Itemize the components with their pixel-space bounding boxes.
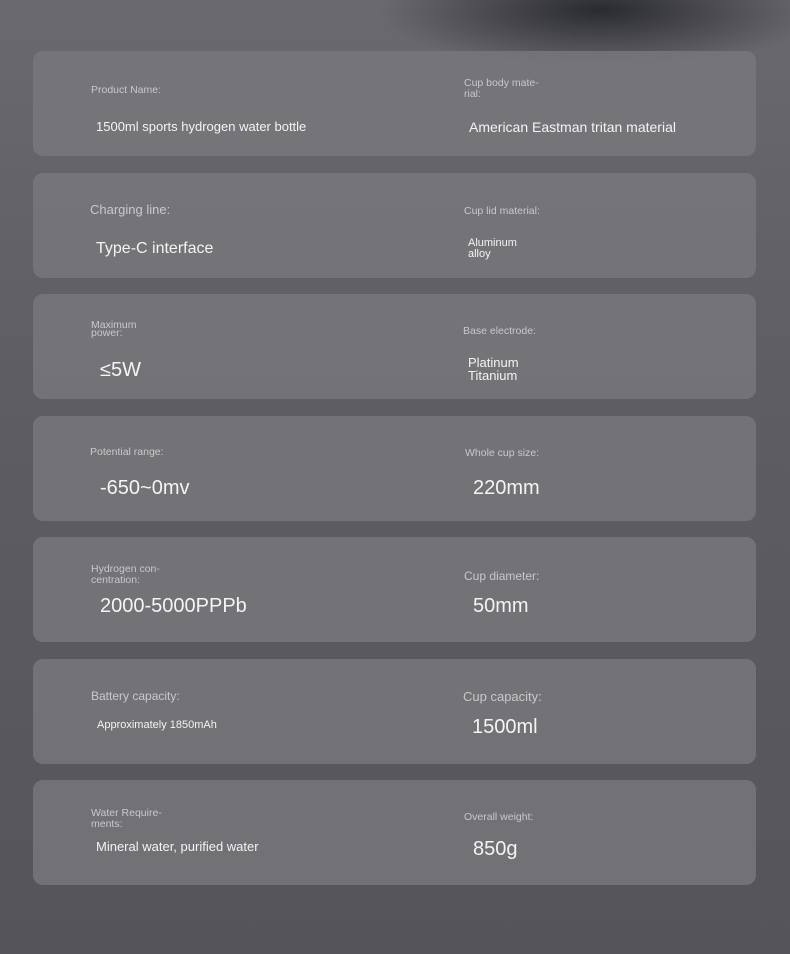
cup-lid-material-value: Aluminum alloy xyxy=(468,237,517,260)
charging-line-value: Type-C interface xyxy=(96,240,214,257)
spec-card-hydrogen-concentration xyxy=(33,537,756,642)
cup-diameter-label: Cup diameter: xyxy=(464,569,540,583)
whole-cup-size-label: Whole cup size: xyxy=(465,447,540,459)
cup-diameter-value: 50mm xyxy=(473,595,529,617)
cup-lid-material-label: Cup lid material: xyxy=(464,205,540,217)
product-name-value: 1500ml sports hydrogen water bottle xyxy=(96,119,307,134)
base-electrode-value: Platinum Titanium xyxy=(468,355,519,383)
battery-capacity-label: Battery capacity: xyxy=(91,689,180,703)
whole-cup-size-value: 220mm xyxy=(473,477,540,499)
battery-capacity-value: Approximately 1850mAh xyxy=(97,719,217,731)
base-electrode-label: Base electrode: xyxy=(463,325,536,337)
overall-weight-value: 850g xyxy=(473,838,518,860)
potential-range-value: -650~0mv xyxy=(100,477,190,499)
water-requirements-label: Water Require- ments: xyxy=(91,807,162,830)
overall-weight-label: Overall weight: xyxy=(464,811,534,823)
spec-card-charging-line xyxy=(33,173,756,278)
spec-card-potential-range xyxy=(33,416,756,521)
spec-card-product-name xyxy=(33,51,756,156)
spec-card-maximum-power xyxy=(33,294,756,399)
product-name-label: Product Name: xyxy=(91,84,162,96)
potential-range-label: Potential range: xyxy=(90,446,164,458)
hydrogen-concentration-value: 2000-5000PPPb xyxy=(100,595,247,617)
spec-card-water-requirements xyxy=(33,780,756,885)
cup-body-material-label: Cup body mate- rial: xyxy=(464,77,539,100)
spec-card-battery-capacity xyxy=(33,659,756,764)
charging-line-label: Charging line: xyxy=(90,202,171,217)
hydrogen-concentration-label: Hydrogen con- centration: xyxy=(91,563,160,586)
maximum-power-value: ≤5W xyxy=(100,359,141,381)
maximum-power-label: Maximum power: xyxy=(91,319,137,339)
water-requirements-value: Mineral water, purified water xyxy=(96,839,259,854)
cup-capacity-value: 1500ml xyxy=(472,716,538,738)
cup-capacity-label: Cup capacity: xyxy=(463,689,542,704)
cup-body-material-value: American Eastman tritan material xyxy=(469,119,676,135)
